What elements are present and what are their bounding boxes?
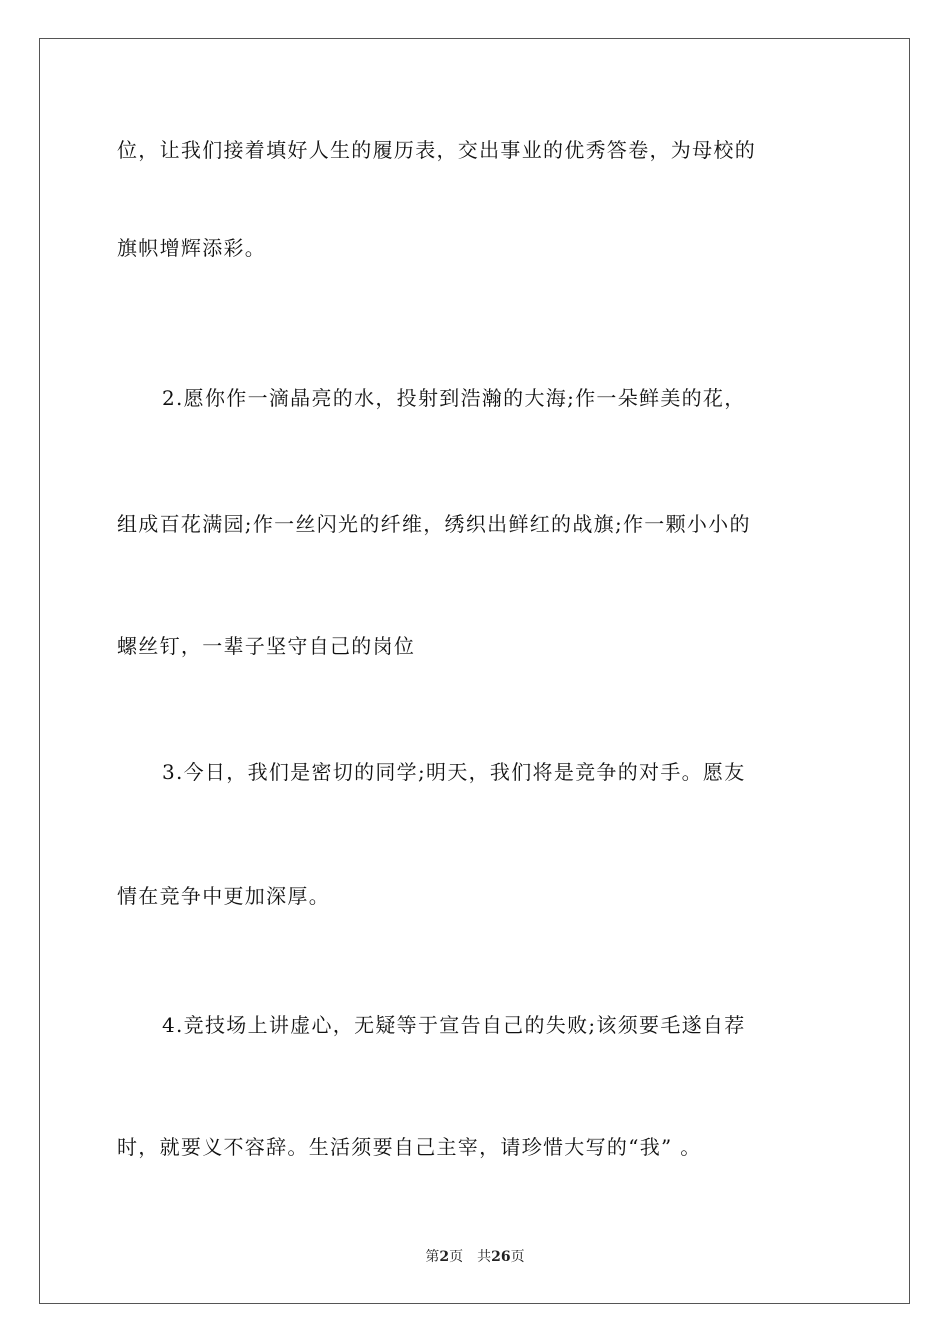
paragraph-line: 4.竞技场上讲虚心，无疑等于宣告自己的失败;该须要毛遂自荐 [162,1013,746,1037]
total-suffix: 页 [510,1249,525,1265]
paragraph-line: 时，就要义不容辞。生活须要自己主宰，请珍惜大写的“我” 。 [117,1135,702,1159]
paragraph-line: 旗帜增辉添彩。 [117,236,267,260]
total-pages: 26 [491,1249,511,1265]
paragraph-line: 组成百花满园;作一丝闪光的纤维，绣织出鲜红的战旗;作一颗小小的 [117,512,751,536]
paragraph-line: 位，让我们接着填好人生的履历表，交出事业的优秀答卷，为母校的 [117,138,756,162]
page-footer [0,1248,950,1266]
page-border [39,38,910,1304]
paragraph-line: 3.今日，我们是密切的同学;明天，我们将是竞争的对手。愿友 [162,760,746,784]
paragraph-line: 2.愿你作一滴晶亮的水，投射到浩瀚的大海;作一朵鲜美的花， [162,386,746,410]
total-prefix: 共 [477,1249,492,1265]
paragraph-line: 螺丝钉，一辈子坚守自己的岗位 [117,634,416,658]
page-number: 2 [439,1249,450,1265]
page-suffix: 页 [449,1249,464,1265]
page-prefix: 第 [425,1249,440,1265]
paragraph-line: 情在竞争中更加深厚。 [117,884,330,908]
